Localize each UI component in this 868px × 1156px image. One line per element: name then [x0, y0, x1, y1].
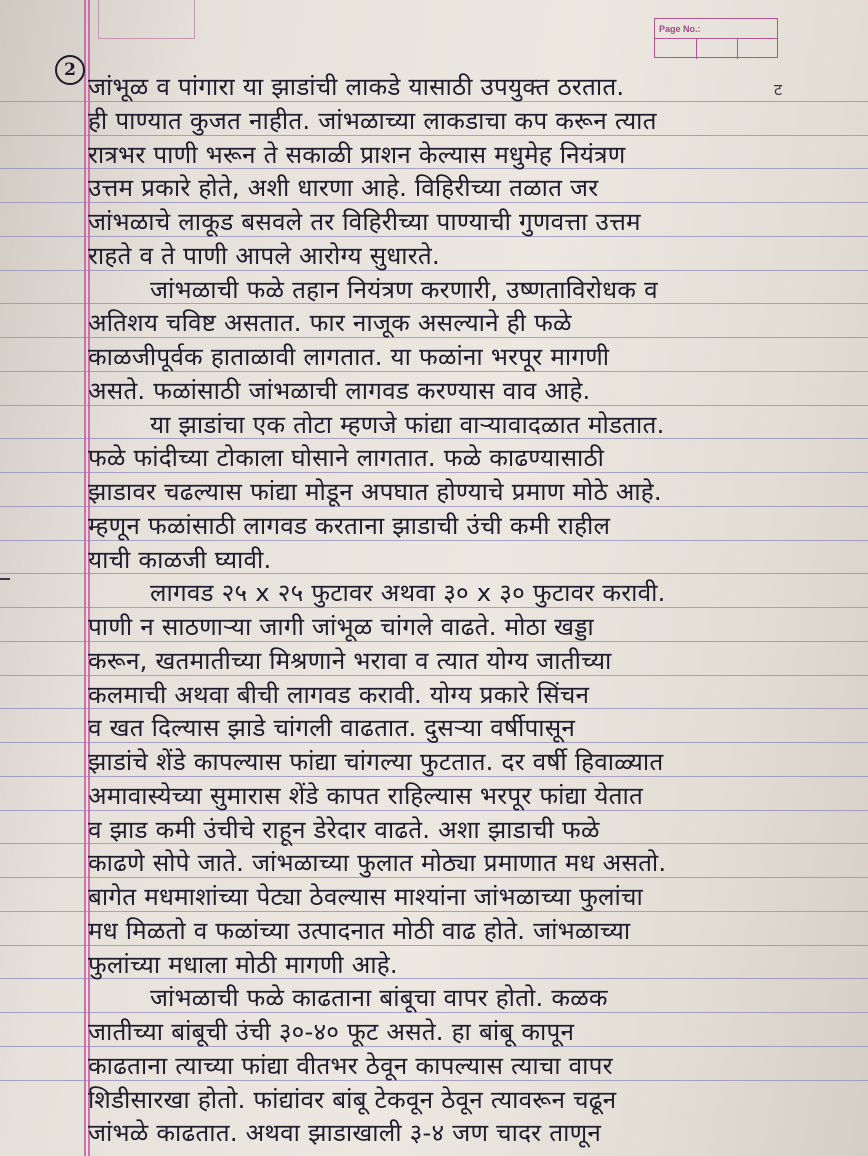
- corner-box: [98, 0, 195, 39]
- text-line: म्हणून फळांसाठी लागवड करताना झाडाची उंची कमी राहील: [88, 510, 611, 540]
- text-line: झाडांचे शेंडे कापल्यास फांद्या चांगल्या फुटतात. दर वर्षी हिवाळ्यात: [88, 747, 664, 776]
- text-line: अतिशय चविष्ट असतात. फार नाजूक असल्याने ही फळे: [88, 308, 572, 338]
- margin-dash-mark: [0, 578, 10, 580]
- circled-page-number: 2: [55, 55, 85, 85]
- text-line: रात्रभर पाणी भरून ते सकाळी प्राशन केल्यास मधुमेह नियंत्रण: [88, 139, 626, 169]
- text-line: अमावास्येच्या सुमारास शेंडे कापत राहिल्यास भरपूर फांद्या येतात: [88, 780, 644, 810]
- page-box-cell-divider: [737, 38, 738, 59]
- text-line: जांभळाची फळे काढताना बांबूचा वापर होतो. कळक: [150, 983, 608, 1013]
- text-line: ही पाण्यात कुजत नाहीत. जांभळाच्या लाकडाचा कप करून त्यात: [88, 105, 657, 135]
- text-line: राहते व ते पाणी आपले आरोग्य सुधारते.: [88, 240, 440, 270]
- page-box-cell-divider: [696, 38, 697, 59]
- text-line: व झाड कमी उंचीचे राहून डेरेदार वाढते. अशा झाडाची फळे: [88, 814, 600, 844]
- text-line: काळजीपूर्वक हाताळावी लागतात. या फळांना भरपूर मागणी: [88, 342, 610, 371]
- text-line: काढणे सोपे जाते. जांभळाच्या फुलात मोठ्या प्रमाणात मध असतो.: [88, 848, 667, 878]
- text-line: व खत दिल्यास झाडे चांगली वाढतात. दुसऱ्या वर्षीपासून: [88, 713, 576, 743]
- text-line: या झाडांचा एक तोटा म्हणजे फांद्या वाऱ्यावादळात मोडतात.: [150, 409, 665, 439]
- text-line: जातीच्या बांबूची उंची ३०-४० फूट असते. हा बांबू कापून: [88, 1017, 575, 1046]
- page-number-label: Page No.:: [659, 24, 701, 34]
- text-line: जांभळाचे लाकूड बसवले तर विहिरीच्या पाण्याची गुणवत्ता उत्तम: [88, 207, 641, 236]
- page-box-divider: [655, 38, 777, 39]
- text-line: करून, खतमातीच्या मिश्रणाने भरावा व त्यात योग्य जातीच्या: [88, 645, 612, 675]
- corner-symbol: ट: [774, 80, 783, 99]
- text-line: झाडावर चढल्यास फांद्या मोडून अपघात होण्याचे प्रमाण मोठे आहे.: [88, 477, 662, 506]
- margin-line: [84, 0, 86, 1156]
- text-line: जांभळाची फळे तहान नियंत्रण करणारी, उष्णताविरोधक व: [150, 274, 658, 304]
- text-line: फुलांच्या मधाला मोठी मागणी आहे.: [88, 949, 398, 979]
- text-line: काढताना त्याच्या फांद्या वीतभर ठेवून कापल्यास त्याचा वापर: [88, 1050, 613, 1080]
- text-line: मध मिळतो व फळांच्या उत्पादनात मोठी वाढ होते. जांभळाच्या: [88, 915, 631, 945]
- text-line: याची काळजी घ्यावी.: [88, 544, 272, 574]
- text-line: असते. फळांसाठी जांभळाची लागवड करण्यास वाव आहे.: [88, 375, 591, 405]
- text-line: पाणी न साठणाऱ्या जागी जांभूळ चांगले वाढते. मोठा खड्डा: [88, 612, 594, 641]
- text-line: फळे फांदीच्या टोकाला घोसाने लागतात. फळे काढण्यासाठी: [88, 443, 605, 473]
- text-line: कलमाची अथवा बीची लागवड करावी. योग्य प्रकारे सिंचन: [88, 679, 590, 709]
- text-line: उत्तम प्रकारे होते, अशी धारणा आहे. विहिरीच्या तळात जर: [88, 173, 599, 203]
- text-line: लागवड २५ x २५ फुटावर अथवा ३० x ३० फुटावर करावी.: [150, 578, 666, 608]
- page-number-box: [654, 18, 778, 58]
- text-line: जांभूळ व पांगारा या झाडांची लाकडे यासाठी उपयुक्त ठरतात.: [88, 72, 625, 101]
- text-line: जांभळे काढतात. अथवा झाडाखाली ३-४ जण चादर ताणून: [88, 1118, 602, 1148]
- text-line: बागेत मधमाशांच्या पेट्या ठेवल्यास माश्यांना जांभळाच्या फुलांचा: [88, 882, 643, 911]
- text-line: शिडीसारखा होतो. फांद्यांवर बांबू टेकवून ठेवून त्यावरून चढून: [88, 1084, 617, 1114]
